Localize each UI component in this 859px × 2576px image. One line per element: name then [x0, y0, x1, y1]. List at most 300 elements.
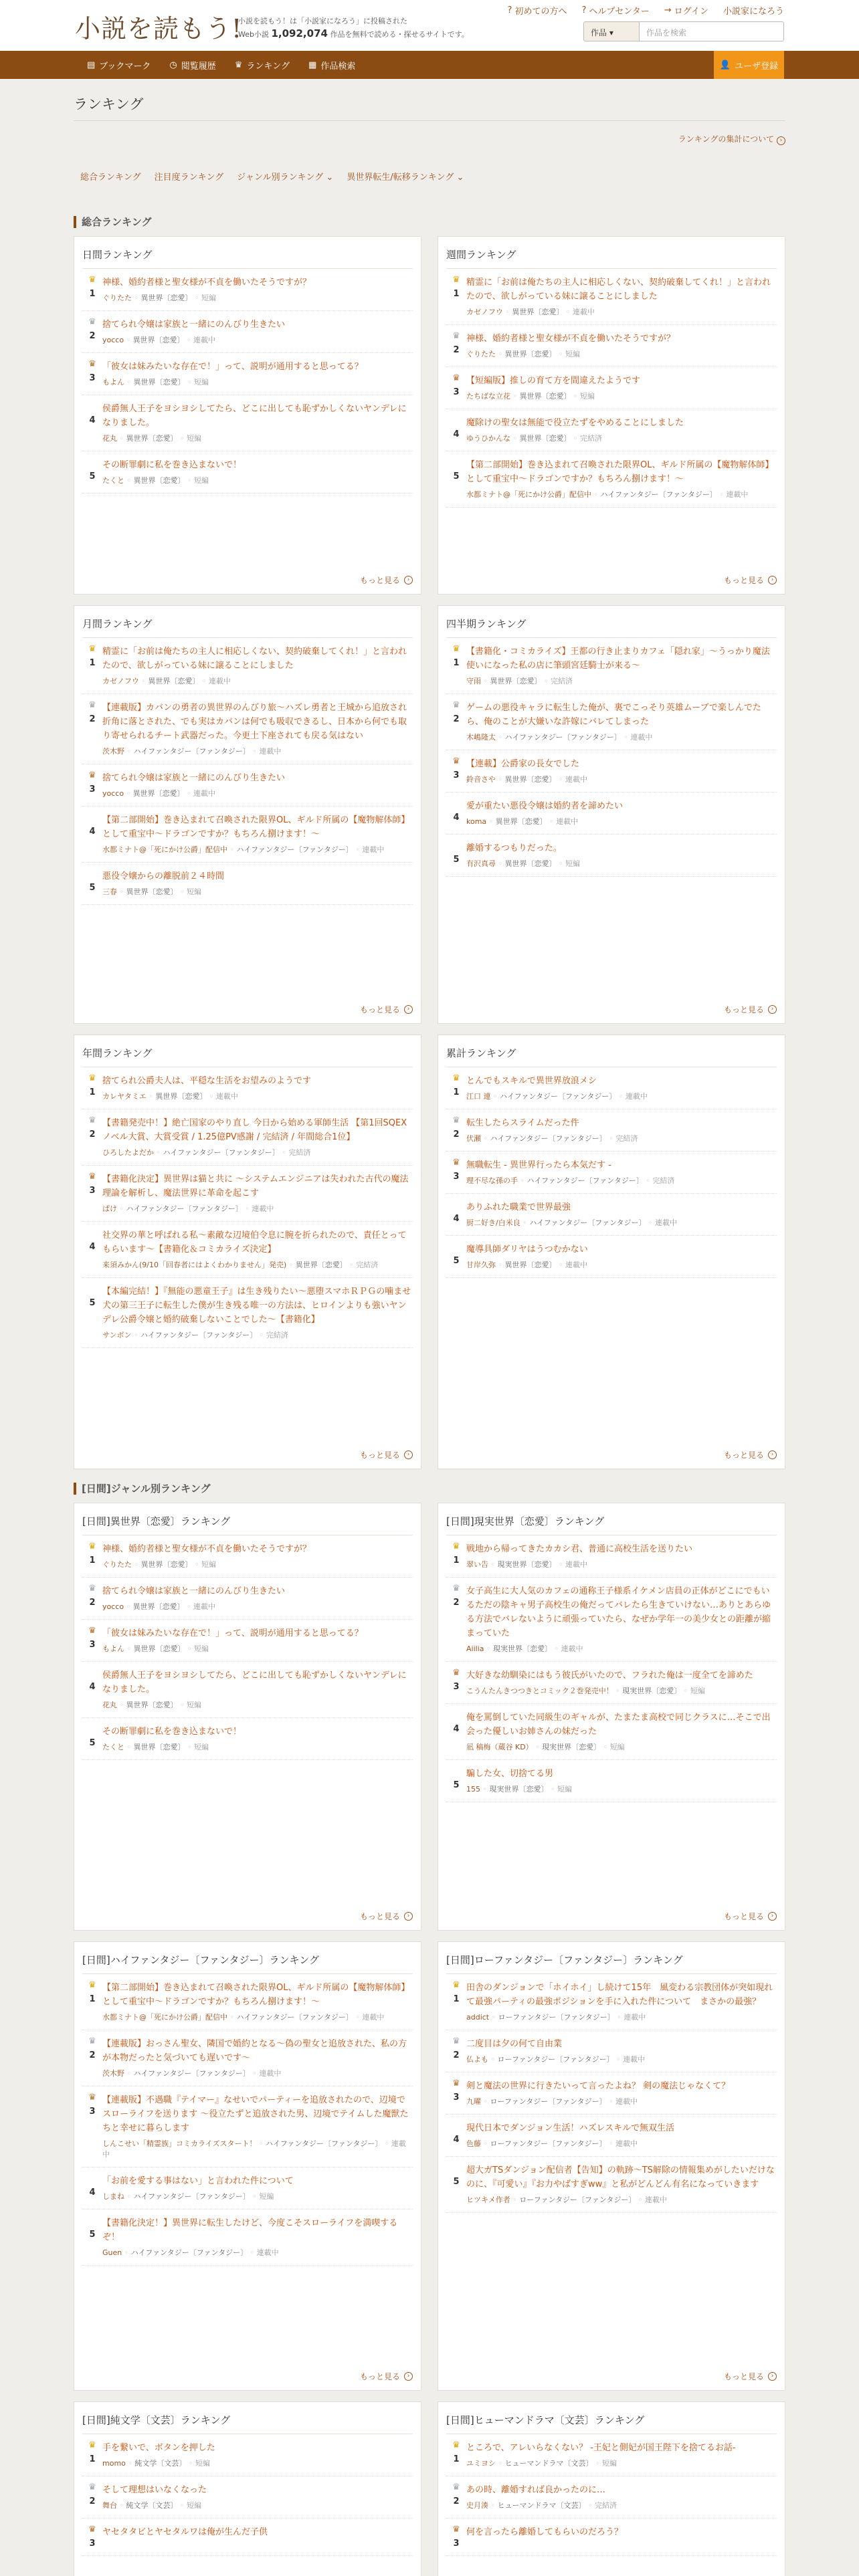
work-meta: ぐりたた ◦ 異世界〔恋愛〕 ◦ 短編	[102, 294, 216, 302]
ranking-item[interactable]	[82, 353, 413, 395]
rank-number: 5	[89, 471, 96, 481]
work-title-link[interactable]: 愛が重たい悪役令嬢は婚約者を諦めたい	[466, 801, 624, 811]
genre-label: ハイファンタジー〔ファンタジー〕	[499, 1092, 617, 1101]
genre-label: 現実世界〔恋愛〕	[622, 1687, 682, 1695]
ranking-item[interactable]	[446, 1760, 777, 1802]
author-link[interactable]: こうんたんきつつきとコミック２巻発売中！	[466, 1687, 613, 1695]
section-overall-ranking: 総合ランキング	[74, 216, 785, 228]
ranking-item[interactable]	[446, 451, 777, 508]
more-link[interactable]	[724, 1004, 777, 1015]
work-meta: ぱけ ◦ ハイファンタジー〔ファンタジー〕 ◦ 連載中	[102, 1204, 274, 1213]
work-meta: ゆうひかんな ◦ 異世界〔恋愛〕 ◦ 完結済	[466, 434, 602, 443]
author-link[interactable]: たちばな立花	[466, 392, 510, 401]
ranking-item[interactable]	[446, 269, 777, 325]
rank-number: 4	[89, 1682, 96, 1692]
rank-number: ♛ 2	[446, 701, 466, 743]
rank-number: 4	[453, 2135, 460, 2145]
author-link[interactable]: 仏よも	[466, 2055, 488, 2064]
genre-label: 異世界〔恋愛〕	[512, 308, 564, 316]
author-link[interactable]: yocco	[102, 789, 124, 798]
ranking-item[interactable]	[82, 1718, 413, 1760]
ranking-item[interactable]	[446, 2518, 777, 2556]
work-title-link[interactable]: その断罪劇に私を巻き込まないで！	[102, 460, 242, 470]
author-link[interactable]: ユミヨシ	[466, 2459, 496, 2468]
work-meta: koma ◦ 異世界〔恋愛〕 ◦ 連載中	[466, 817, 579, 826]
work-title-link[interactable]: 田舎のダンジョンで「ホイホイ」し続けて15年 風変わる宗教団体が突如現れて最強パーティの最強ポジションを手に入れた件について まさかの最強？	[466, 1983, 773, 2007]
ranking-item[interactable]	[446, 325, 777, 367]
author-link[interactable]: たくと	[102, 476, 124, 485]
rank-number: ♛ 3	[446, 1158, 466, 1186]
ranking-item[interactable]	[82, 2210, 413, 2266]
work-title-link[interactable]: 女子高生に大人気のカフェの通称王子様系イケメン店員の正体がどこにでもいるただの陰キャ男子高校生の俺だってバレたら生きていけない…ありとあらゆる方法でバレないように頑張っていたら、なぜか学年一の美少女との距離が縮まっていた	[466, 1586, 771, 1638]
ranking-item[interactable]	[82, 269, 413, 311]
more-link[interactable]	[724, 1911, 777, 1922]
bookmark-icon: ▤	[87, 60, 96, 70]
work-title-link[interactable]: 悪役令嬢からの離脱前２４時間	[102, 871, 225, 881]
genre-label: 異世界〔恋愛〕	[126, 1701, 178, 1709]
author-link[interactable]: koma	[466, 817, 487, 826]
chevron-right-icon: ›	[404, 1451, 413, 1459]
author-link[interactable]: 守雨	[466, 677, 481, 685]
ranking-item[interactable]	[446, 2072, 777, 2115]
work-title-link[interactable]: 捨てられ令嬢は家族と一緒にのんびり生きたい	[102, 1586, 286, 1596]
status-label: 短編	[186, 434, 201, 443]
nav-search-label: 作品検索	[320, 61, 356, 72]
work-title-link[interactable]: 【書籍発売中！】絶亡国家のやり直し 今日から始める軍師生活 【第1回SQEXノベル大賞、大賞受賞 / 1.25億PV感謝 / 完結済 / 年間総合1位】	[102, 1118, 407, 1142]
first-time-link[interactable]	[508, 4, 567, 17]
ranking-item-body	[102, 1584, 413, 1612]
nav-bookmark[interactable]	[87, 59, 151, 72]
ranking-item[interactable]	[82, 1535, 413, 1578]
status-label: 連載中	[630, 733, 653, 742]
status-label: 短編	[186, 1701, 201, 1709]
author-link[interactable]: 史月湊	[466, 2501, 488, 2510]
author-link[interactable]: ヒツキメ作者	[466, 2195, 510, 2204]
work-title-link[interactable]: そして理想はいなくなった	[102, 2485, 207, 2495]
ranking-item[interactable]	[446, 1704, 777, 1760]
rank-crown-icon: ♛	[88, 1980, 96, 1990]
author-link[interactable]: 水都ミナト@「死にかけ公爵」配信中	[466, 490, 591, 499]
genre-label: 異世界〔恋愛〕	[519, 392, 571, 401]
author-link[interactable]: Aiilia	[466, 1644, 484, 1653]
work-meta: 江口 連 ◦ ハイファンタジー〔ファンタジー〕 ◦ 連載中	[466, 1092, 648, 1101]
work-title-link[interactable]: 俺を罵倒していた同級生のギャルが、たまたま高校で同じクラスに…そこで出会った優しいお姉さんの妹だった	[466, 1713, 771, 1737]
ranking-item[interactable]	[82, 2476, 413, 2518]
help-link[interactable]	[581, 4, 649, 17]
ranking-item[interactable]	[446, 367, 777, 409]
author-link[interactable]: momo	[102, 2459, 126, 2468]
work-meta: momo ◦ 純文学〔文芸〕 ◦ 短編	[102, 2459, 210, 2468]
author-link[interactable]: 甘岸久弥	[466, 1261, 496, 1269]
ranking-item[interactable]	[82, 311, 413, 353]
work-title-link[interactable]: 超大ガTSダンジョン配信者【告知】の軌跡～TS解除の情報集めがしたいだけなのに、『可愛い』『お力やばすぎww』と私がどんどん有名になっていきます	[466, 2165, 775, 2189]
ranking-card-title: [日間]ヒューマンドラマ〔文芸〕ランキング	[446, 2402, 777, 2434]
author-link[interactable]: 花丸	[102, 1701, 117, 1709]
ranking-item[interactable]	[446, 750, 777, 792]
ranking-item[interactable]	[446, 792, 777, 835]
ranking-item-body	[102, 1116, 413, 1158]
genre-label: ハイファンタジー〔ファンタジー〕	[133, 747, 250, 756]
ranking-card-title: 累計ランキング	[446, 1035, 777, 1067]
register-label: ユーザ登録	[735, 61, 779, 72]
ranking-item[interactable]	[82, 2434, 413, 2476]
work-title-link[interactable]: 神様、婚約者様と聖女様が不貞を働いたそうですが？	[466, 334, 676, 344]
author-link[interactable]: ぱけ	[102, 1204, 117, 1213]
work-title-link[interactable]: 【書籍化・コミカライズ】王都の行き止まりカフェ「隠れ家」～うっかり魔法使いになった私の店に筆頭宮廷騎士が来る～	[466, 647, 770, 671]
ranking-item[interactable]	[82, 2518, 413, 2556]
more-link[interactable]	[360, 1911, 413, 1922]
rank-number: ♛ 2	[82, 2483, 102, 2511]
author-link[interactable]: yocco	[102, 1602, 124, 1611]
ranking-item-body	[466, 1116, 777, 1144]
login-label: ログイン	[674, 7, 708, 17]
work-title-link[interactable]: 【短編版】推しの育て方を間違えたようです	[466, 376, 641, 386]
ranking-item[interactable]	[82, 1166, 413, 1222]
author-link[interactable]: 茨木野	[102, 747, 124, 756]
more-link[interactable]	[360, 574, 413, 586]
chevron-right-icon: ›	[404, 2372, 413, 2381]
status-label: 完結済	[615, 1134, 638, 1143]
work-title-link[interactable]: ありふれた職業で世界最強	[466, 1202, 571, 1212]
ranking-item-body	[466, 276, 777, 318]
author-link[interactable]: 理不尽な孫の手	[466, 1176, 518, 1185]
work-meta: addict ◦ ローファンタジー〔ファンタジー〕 ◦ 連載中	[466, 2013, 646, 2022]
author-link[interactable]: カゼノフウ	[102, 677, 139, 685]
work-meta: たちばな立花 ◦ 異世界〔恋愛〕 ◦ 短編	[466, 392, 595, 401]
narou-link[interactable]: 小説家になろう	[723, 7, 784, 17]
author-link[interactable]: 凪 稿梅（蔵谷 KD）	[466, 1743, 533, 1751]
tab-isekai[interactable]	[340, 170, 470, 183]
search-input[interactable]: 作品を検索	[640, 21, 784, 41]
work-title-link[interactable]: ところで、アレいらなくない？ -王妃と側妃が国王陛下を捨てるお話-	[466, 2443, 736, 2453]
ranking-item[interactable]	[446, 1152, 777, 1194]
work-title-link[interactable]: 現代日本でダンジョン生活！ハズレスキルで無双生活	[466, 2123, 675, 2133]
genre-label: ハイファンタジー〔ファンタジー〕	[163, 1148, 280, 1157]
ranking-item[interactable]	[446, 2030, 777, 2072]
ranking-item-body	[466, 701, 777, 743]
work-title-link[interactable]: 【第二部開始】巻き込まれて召喚された限界OL、ギルド所属の【魔物解体師】として重宝中～ドラゴンですか？もちろん捌けます！～	[102, 815, 410, 839]
ranking-card-title: [日間]ハイファンタジー〔ファンタジー〕ランキング	[82, 1942, 413, 1974]
genre-label: ハイファンタジー〔ファンタジー〕	[600, 490, 717, 499]
ranking-item[interactable]	[82, 1578, 413, 1620]
author-link[interactable]: しんこせい「精霊族」コミカライズスタート！	[102, 2139, 257, 2148]
more-link-label: もっと見る	[359, 576, 400, 585]
ranking-item-body	[466, 1584, 777, 1654]
work-title-link[interactable]: 捨てられ公爵夫人は、平穏な生活をお望みのようです	[102, 1076, 312, 1086]
author-link[interactable]: 三春	[102, 887, 117, 896]
rank-crown-icon: ♛	[452, 2440, 460, 2450]
status-label: 連載中	[625, 1092, 648, 1101]
work-title-link[interactable]: 離婚するつもりだった。	[466, 843, 562, 853]
author-link[interactable]: もよん	[102, 1644, 124, 1653]
author-link[interactable]: 有沢真尋	[466, 859, 496, 868]
ranking-item[interactable]	[82, 2030, 413, 2086]
ranking-item-body	[102, 2037, 413, 2079]
ranking-item[interactable]	[82, 451, 413, 494]
ranking-item[interactable]	[82, 638, 413, 694]
tab-attention[interactable]: 注目度ランキング	[154, 172, 224, 183]
work-meta: たくと ◦ 異世界〔恋愛〕 ◦ 短編	[102, 476, 209, 485]
register-button[interactable]	[714, 51, 784, 79]
work-meta: yocco ◦ 異世界〔恋愛〕 ◦ 連載中	[102, 336, 216, 344]
more-link[interactable]	[360, 1004, 413, 1015]
author-link[interactable]: 江口 連	[466, 1092, 491, 1101]
genre-label: 異世界〔恋愛〕	[140, 294, 193, 302]
ranking-item[interactable]	[82, 1662, 413, 1718]
author-link[interactable]: 木嶋隆太	[466, 733, 496, 742]
author-link[interactable]: たくと	[102, 1743, 124, 1751]
work-meta: 史月湊 ◦ ヒューマンドラマ〔文芸〕 ◦ 完結済	[466, 2501, 617, 2510]
ranking-item[interactable]	[446, 1662, 777, 1704]
work-title-link[interactable]: 「お前を愛する事はない」と言われた件について	[102, 2176, 294, 2186]
more-link-label: もっと見る	[359, 1005, 400, 1014]
site-logo[interactable]: 小説を読もう!	[75, 14, 243, 43]
ranking-item[interactable]	[446, 694, 777, 750]
tab-genre[interactable]	[230, 170, 340, 183]
ranking-item[interactable]	[446, 409, 777, 451]
login-link[interactable]	[664, 4, 708, 17]
work-title-link[interactable]: 何を言ったら離婚してもらいのだろう？	[466, 2527, 624, 2537]
about-ranking-link[interactable]	[74, 133, 785, 145]
ranking-item[interactable]	[82, 395, 413, 451]
ranking-item[interactable]	[82, 1620, 413, 1662]
tab-overall[interactable]: 総合ランキング	[80, 172, 141, 183]
ranking-item-body	[466, 799, 777, 827]
ranking-item[interactable]	[82, 1974, 413, 2030]
work-title-link[interactable]: ヤセタタビとヤセタルワは俺が生んだ子供	[102, 2527, 268, 2537]
author-link[interactable]: カレヤタミエ	[102, 1092, 147, 1101]
author-link[interactable]: 伏瀬	[466, 1134, 481, 1143]
ranking-item[interactable]	[446, 1194, 777, 1236]
more-link[interactable]	[360, 1449, 413, 1461]
author-link[interactable]: 花丸	[102, 434, 117, 443]
ranking-item[interactable]	[82, 1109, 413, 1166]
work-meta: しまね ◦ ハイファンタジー〔ファンタジー〕 ◦ 短編	[102, 2192, 274, 2201]
chevron-right-icon: ›	[768, 1451, 777, 1459]
ranking-item[interactable]	[446, 2434, 777, 2476]
ranking-item[interactable]	[82, 764, 413, 807]
more-link[interactable]	[724, 2371, 777, 2382]
work-title-link[interactable]: 「彼女は妹みたいな存在で！」って、説明が通用すると思ってる？	[102, 362, 363, 372]
genre-label: 異世界〔恋愛〕	[504, 350, 557, 358]
nav-ranking[interactable]	[235, 59, 290, 72]
work-title-link[interactable]: あの時、離婚すれば良かったのに…	[466, 2485, 606, 2495]
work-title-link[interactable]: 【第二部開始】巻き込まれて召喚された限界OL、ギルド所属の【魔物解体師】として重宝中～ドラゴンですか？もちろん捌けます！～	[466, 460, 774, 484]
genre-label: 異世界〔恋愛〕	[133, 1644, 185, 1653]
ranking-item[interactable]	[446, 1236, 777, 1278]
author-link[interactable]: カゼノフウ	[466, 308, 503, 316]
ranking-item-body	[466, 1243, 777, 1271]
header-links	[508, 4, 784, 17]
ranking-item[interactable]	[446, 2476, 777, 2518]
work-title-link[interactable]: 侯爵無人王子をヨシヨシしてたら、どこに出しても恥ずかしくないヤンデレになりました。	[102, 404, 407, 428]
ranking-item[interactable]	[82, 694, 413, 764]
work-title-link[interactable]: 転生したらスライムだった件	[466, 1118, 579, 1128]
author-link[interactable]: addict	[466, 2013, 490, 2022]
ranking-item-body	[102, 1074, 413, 1102]
ranking-item-body	[466, 416, 777, 444]
ranking-tabs	[74, 167, 785, 185]
status-label: 連載中	[259, 2069, 282, 2078]
status-label: 短編	[201, 1560, 216, 1569]
work-title-link[interactable]: 大好きな幼馴染にはもう彼氏がいたので、フラれた俺は一度全てを諦めた	[466, 1671, 753, 1681]
author-link[interactable]: 九曜	[466, 2097, 481, 2106]
work-title-link[interactable]: ゲームの悪役キャラに転生した俺が、裏でこっそり英雄ムーブで楽しんでたら、俺のことが大嫌いな許嫁にバレてしまった	[466, 703, 761, 727]
ranking-item-body	[466, 2441, 777, 2469]
work-title-link[interactable]: 精霊に「お前は俺たちの主人に相応しくない、契約破棄してくれ！」と言われたので、欲しがっている妹に譲ることにしました	[102, 647, 407, 671]
more-link[interactable]	[724, 574, 777, 586]
work-title-link[interactable]: 剣と魔法の世界に行きたいって言ったよね？ 剣の魔法じゃなくて？	[466, 2081, 731, 2091]
work-title-link[interactable]: 捨てられ令嬢は家族と一緒にのんびり生きたい	[102, 320, 286, 330]
work-title-link[interactable]: 侯爵無人王子をヨシヨシしてたら、どこに出しても恥ずかしくないヤンデレになりました。	[102, 1671, 407, 1695]
status-label: 短編	[193, 476, 209, 485]
ranking-item[interactable]	[446, 1067, 777, 1109]
rank-number: 4	[89, 415, 96, 425]
rank-number: ♛ 3	[82, 2093, 102, 2160]
work-title-link[interactable]: 「彼女は妹みたいな存在で！」って、説明が通用すると思ってる？	[102, 1628, 363, 1638]
status-label: 完結済	[266, 1331, 288, 1339]
ranking-item-body	[466, 2037, 777, 2065]
work-title-link[interactable]: 【書籍化決定】異世界は猫と共に ～システムエンジニアは失われた古代の魔法理論を解析し、魔法世界に革命を起こす	[102, 1174, 409, 1198]
ranking-item[interactable]	[446, 1578, 777, 1662]
work-meta: 有沢真尋 ◦ 異世界〔恋愛〕 ◦ 短編	[466, 859, 580, 868]
more-link[interactable]	[724, 1449, 777, 1461]
work-meta: ユミヨシ ◦ ヒューマンドラマ〔文芸〕 ◦ 短編	[466, 2459, 617, 2468]
work-title-link[interactable]: 手を繋いで、ボタンを押した	[102, 2443, 215, 2453]
rank-number: 5	[89, 1298, 96, 1308]
work-meta: 155 ◦ 現実世界〔恋愛〕 ◦ 短編	[466, 1785, 572, 1794]
search-type-select[interactable]	[583, 21, 640, 41]
nav-search[interactable]	[308, 59, 355, 72]
work-title-link[interactable]: 社交界の華と呼ばれる私～素敵な辺境伯令息に腕を折られたので、責任とってもらいます～【書籍化＆コミカライズ決定】	[102, 1230, 407, 1255]
rank-number: ♛ 1	[82, 2441, 102, 2469]
work-meta: Aiilia ◦ 現実世界〔恋愛〕 ◦ 連載中	[466, 1644, 583, 1653]
genre-label: 現実世界〔恋愛〕	[492, 1644, 552, 1653]
work-title-link[interactable]: 神様、婚約者様と聖女様が不貞を働いたそうですが？	[102, 278, 312, 288]
ranking-item[interactable]	[82, 1222, 413, 1278]
more-link-label: もっと見る	[723, 1912, 764, 1921]
chevron-right-icon: ›	[768, 2372, 777, 2381]
work-meta: yocco ◦ 異世界〔恋愛〕 ◦ 連載中	[102, 1602, 216, 1611]
more-link[interactable]	[360, 2371, 413, 2382]
status-label: 完結済	[594, 2501, 617, 2510]
author-link[interactable]: 鈴音さや	[466, 775, 496, 784]
first-time-label: 初めての方へ	[514, 7, 567, 17]
rank-number: ♛ 3	[82, 360, 102, 388]
ranking-item[interactable]	[446, 2157, 777, 2213]
ranking-item[interactable]	[82, 2167, 413, 2210]
genre-label: 異世界〔恋愛〕	[126, 434, 178, 443]
author-link[interactable]: ぐりたた	[102, 1560, 132, 1569]
genre-label: ハイファンタジー〔ファンタジー〕	[140, 1331, 258, 1339]
ranking-item-body	[102, 1172, 413, 1214]
ranking-item[interactable]	[446, 1974, 777, 2030]
rank-number: 5	[89, 1738, 96, 1748]
author-link[interactable]: 水都ミナト@「死にかけ公爵」配信中	[102, 2013, 227, 2022]
ranking-item[interactable]	[82, 1278, 413, 1348]
work-title-link[interactable]: 魔導具師ダリヤはうつむかない	[466, 1245, 588, 1255]
author-link[interactable]: 舞台	[102, 2501, 117, 2510]
ranking-card-title: 月間ランキング	[82, 606, 413, 638]
work-meta: 水都ミナト@「死にかけ公爵」配信中 ◦ ハイファンタジー〔ファンタジー〕 ◦ 連載中	[102, 845, 385, 854]
work-title-link[interactable]: 【書籍化決定！】異世界に転生したけど、今度こそスローライフを満喫するぞ！	[102, 2218, 398, 2242]
nav-history[interactable]	[169, 59, 215, 72]
work-title-link[interactable]: 精霊に「お前は俺たちの主人に相応しくない、契約破棄してくれ！」と言われたので、欲しがっている妹に譲ることにしました	[466, 278, 771, 302]
work-title-link[interactable]: 【連載】公爵家の長女でした	[466, 759, 580, 769]
author-link[interactable]: ぐりたた	[102, 294, 132, 302]
author-link[interactable]: ゆうひかんな	[466, 434, 510, 443]
work-title-link[interactable]: 戦地から帰ってきたカカシ君、普通に高校生活を送りたい	[466, 1544, 693, 1554]
genre-label: 異世界〔恋愛〕	[148, 677, 200, 685]
work-title-link[interactable]: 魔除けの聖女は無能で役立たずをやめることにしました	[466, 418, 684, 428]
author-link[interactable]: 色藤	[466, 2139, 481, 2148]
work-title-link[interactable]: 無職転生 - 異世界行ったら本気だす -	[466, 1160, 611, 1170]
ranking-item-body	[102, 2441, 413, 2469]
rank-crown-icon: ♛	[452, 331, 460, 341]
work-title-link[interactable]: 【第二部開始】巻き込まれて召喚された限界OL、ギルド所属の【魔物解体師】として重宝中～ドラゴンですか？もちろん捌けます！～	[102, 1983, 410, 2007]
work-meta: たくと ◦ 異世界〔恋愛〕 ◦ 短編	[102, 1743, 209, 1751]
work-title-link[interactable]: 神様、婚約者様と聖女様が不貞を働いたそうですが？	[102, 1544, 312, 1554]
ranking-item[interactable]	[446, 835, 777, 877]
author-link[interactable]: ぐりたた	[466, 350, 496, 358]
author-link[interactable]: ひろしたよだか	[102, 1148, 154, 1157]
ranking-item[interactable]	[446, 1109, 777, 1152]
work-title-link[interactable]: 【連載版】おっさん聖女、隣国で婚約となる～偽の聖女と追放された、私の方が本物だったと気づいても遅いです～	[102, 2039, 407, 2063]
ranking-item[interactable]	[82, 1067, 413, 1109]
rank-number: ♛ 3	[82, 1172, 102, 1214]
ranking-item[interactable]	[82, 807, 413, 863]
ranking-item-body	[466, 1542, 777, 1570]
chevron-right-icon: ›	[404, 1005, 413, 1014]
ranking-item[interactable]	[82, 863, 413, 905]
author-link[interactable]: サンボン	[102, 1331, 132, 1339]
genre-label: 異世界〔恋愛〕	[295, 1261, 347, 1269]
work-title-link[interactable]: とんでもスキルで異世界放浪メシ	[466, 1076, 597, 1086]
author-link[interactable]: Guen	[102, 2248, 122, 2257]
genre-label: 異世界〔恋愛〕	[133, 1743, 185, 1751]
rank-crown-icon: ♛	[88, 1073, 96, 1083]
genre-label: 異世界〔恋愛〕	[132, 789, 185, 798]
genre-label: ヒューマンドラマ〔文芸〕	[504, 2459, 593, 2468]
author-link[interactable]: 翠い告	[466, 1560, 488, 1569]
more-link-label: もっと見る	[723, 576, 764, 585]
author-link[interactable]: 茨木野	[102, 2069, 124, 2078]
work-title-link[interactable]: 【連載版】カバンの勇者の異世界のんびり旅～ハズレ勇者と王城から追放され折角に落とされた、でも実はカバンは何でも吸収できるし、日本から何でも取り寄せられるチート武器だった。今更土下座されても戻る気はない	[102, 703, 407, 741]
ranking-item[interactable]	[446, 638, 777, 694]
rank-number: ♛ 3	[82, 2525, 102, 2549]
ranking-item-body	[102, 813, 413, 855]
author-link[interactable]: もよん	[102, 378, 124, 387]
nav-history-label: 閲覧履歴	[181, 61, 216, 72]
ranking-item[interactable]	[446, 2115, 777, 2157]
work-title-link[interactable]: 騙した女、切捨てる男	[466, 1769, 554, 1779]
author-link[interactable]: 水都ミナト@「死にかけ公爵」配信中	[102, 845, 227, 854]
work-title-link[interactable]: 二度目は夕の何て自由業	[466, 2039, 563, 2049]
rank-number: ♛ 2	[446, 2037, 466, 2065]
work-title-link[interactable]: 【連載版】不遇職『テイマー』なせいでパーティーを追放されたので、辺境でスローライフを送ります ～役立たずと追放された男、辺境でテイムした魔獣たちと幸せに暮らします	[102, 2095, 409, 2133]
author-link[interactable]: 来須みかん(9/10「回春者にはよくわかりません」発売)	[102, 1261, 287, 1269]
chevron-down-icon: ▾	[609, 28, 613, 37]
author-link[interactable]: yocco	[102, 336, 124, 344]
work-title-link[interactable]: 捨てられ令嬢は家族と一緒にのんびり生きたい	[102, 773, 286, 783]
author-link[interactable]: しまね	[102, 2192, 124, 2201]
author-link[interactable]: 155	[466, 1785, 480, 1794]
author-link[interactable]: 厨二好き/白米良	[466, 1218, 520, 1227]
ranking-item[interactable]	[446, 1535, 777, 1578]
work-title-link[interactable]: その断罪劇に私を巻き込まないで！	[102, 1727, 242, 1737]
ranking-item[interactable]	[82, 2086, 413, 2167]
work-title-link[interactable]: 【本編完結！】『無能の悪童王子』は生き残りたい～悪堕スマホＲＰＧの噛ませ犬の第三王子に転生した僕が生き残る唯一の方法は、ヒロインよりも強いヤンデレ公爵令嬢と婚約破棄しないことでした～【書籍化】	[102, 1287, 411, 1325]
